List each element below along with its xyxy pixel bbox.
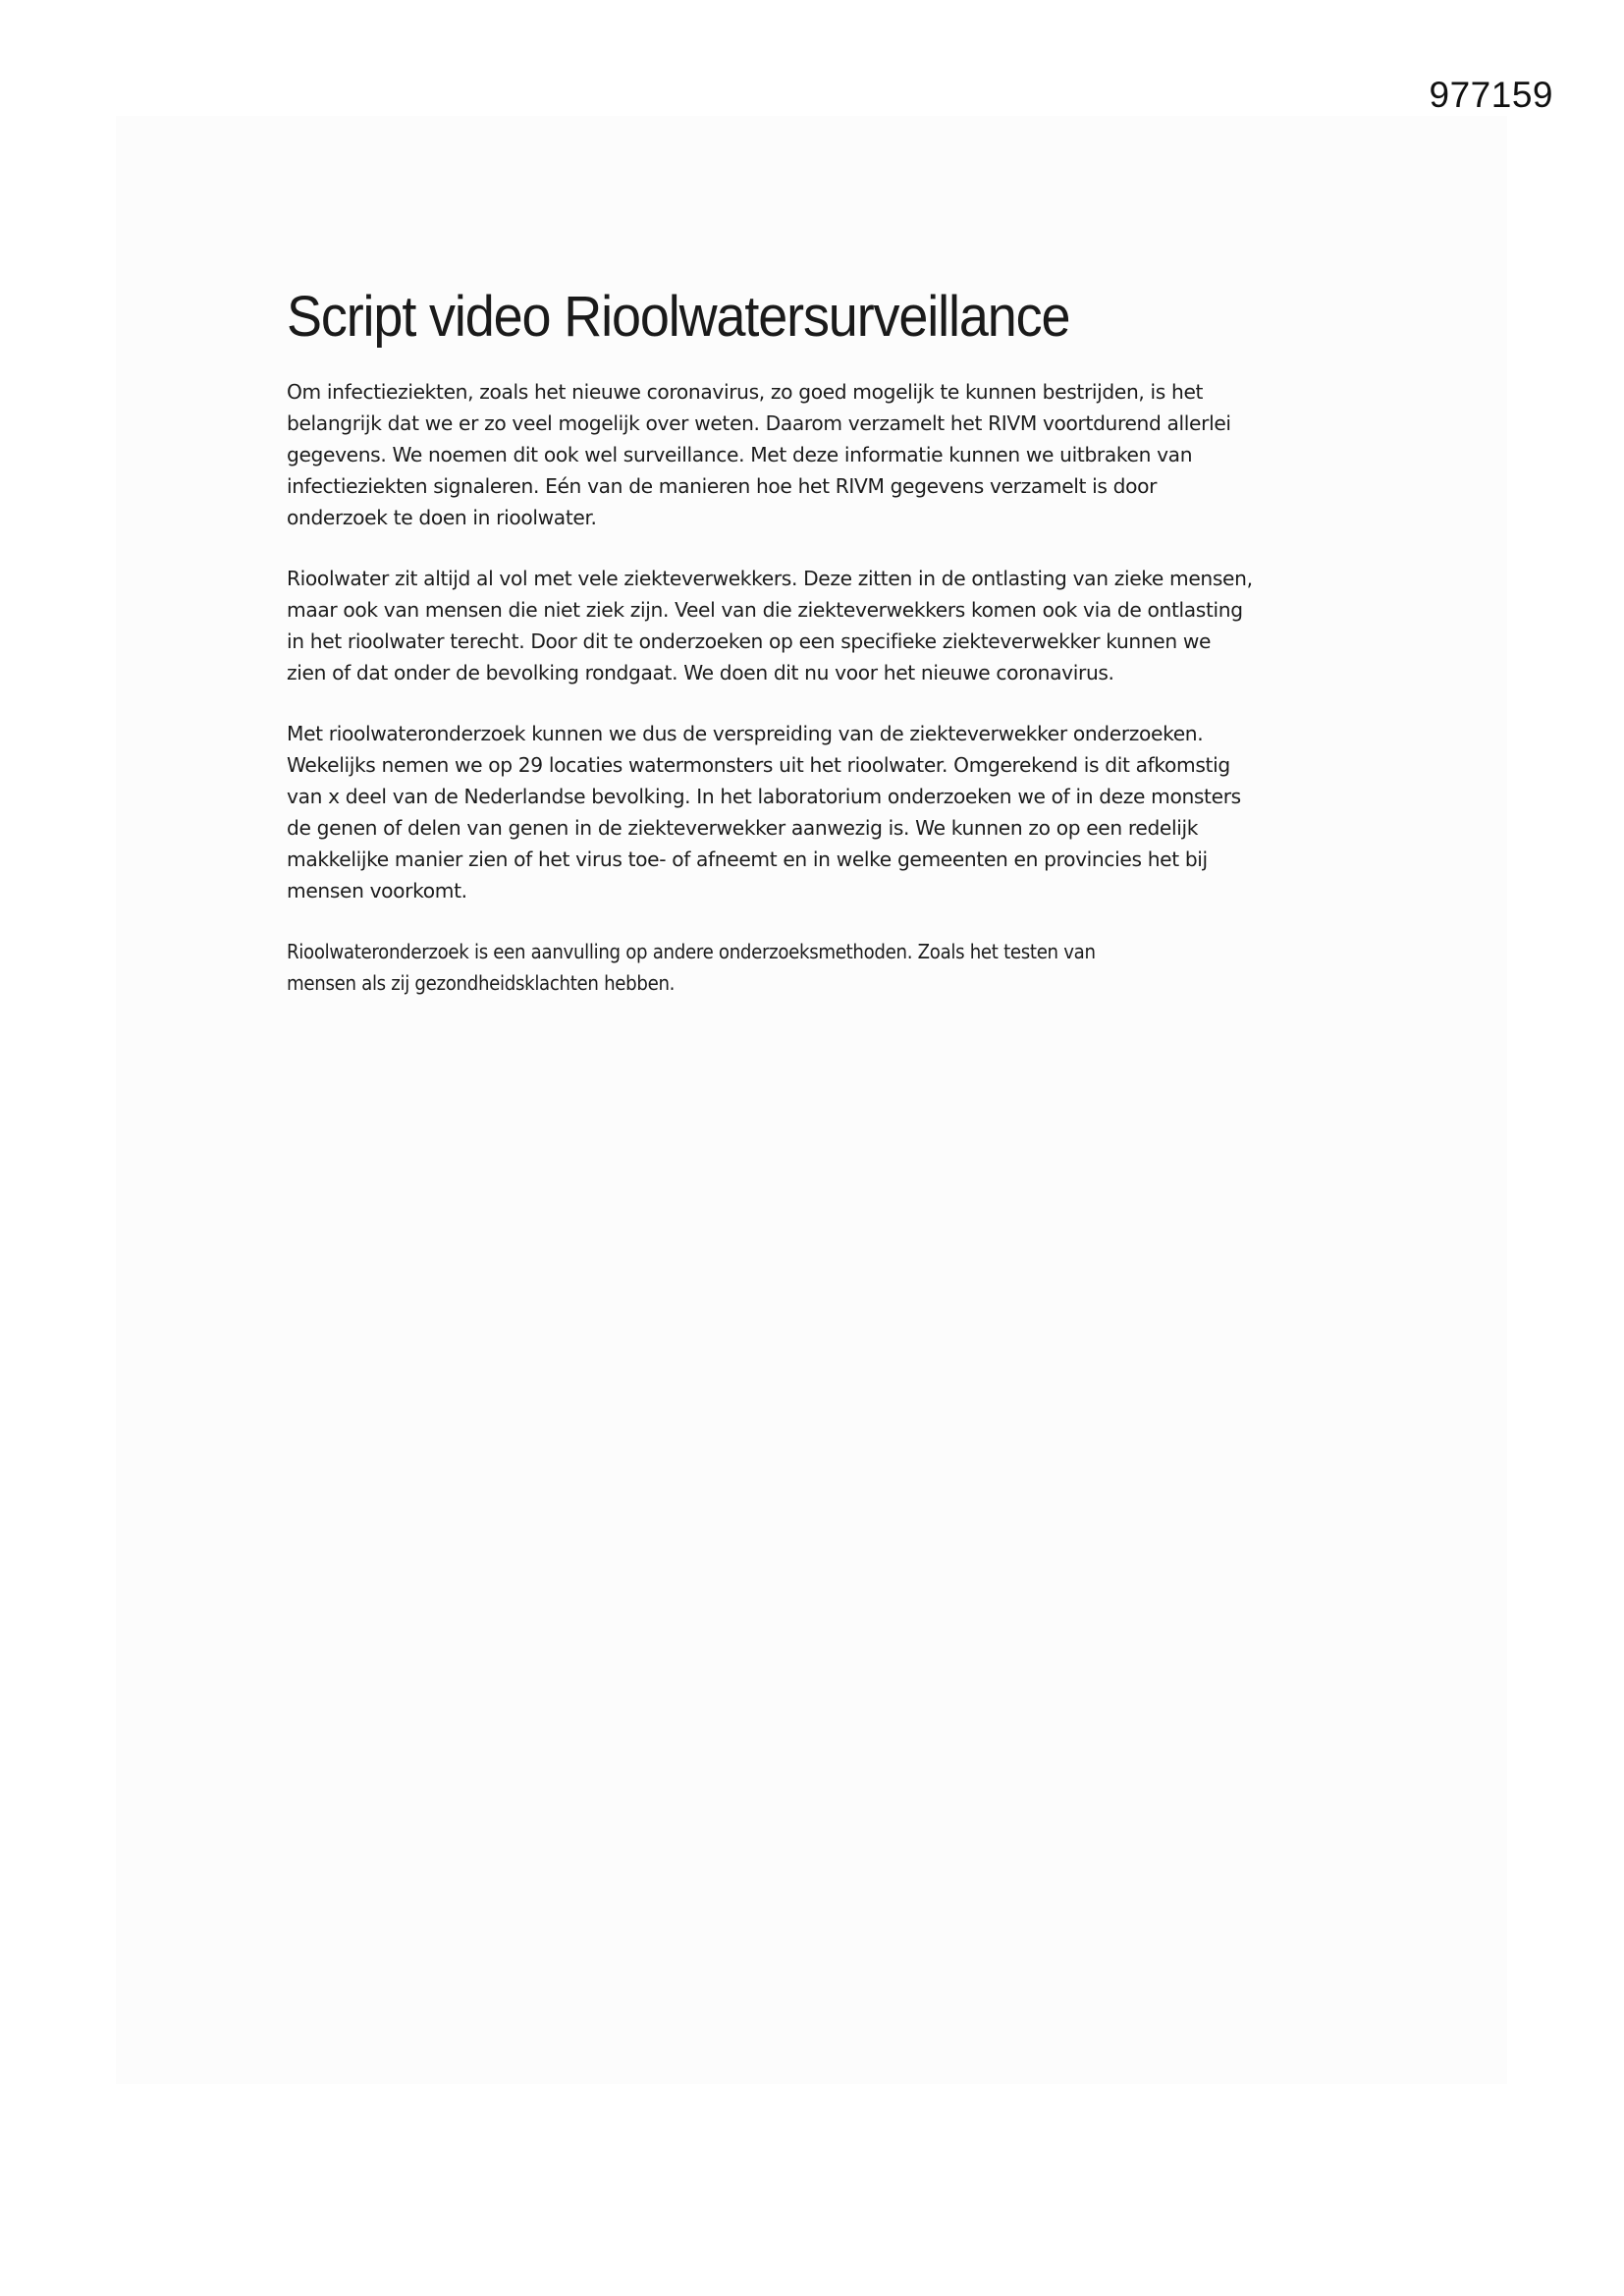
text-line: Rioolwateronderzoek is een aanvulling op andere onderzoeksmethoden. Zoals het testen van: [287, 939, 1096, 963]
text-line: mensen als zij gezondheidsklachten hebben.: [287, 970, 676, 995]
text-line: mensen voorkomt.: [287, 878, 467, 902]
text-line: infectieziekten signaleren. Eén van de manieren hoe het RIVM gegevens verzamelt is door: [287, 473, 1158, 498]
text-line: gegevens. We noemen dit ook wel surveillance. Met deze informatie kunnen we uitbraken van: [287, 442, 1193, 466]
paragraph-sampling-method: [287, 718, 1347, 906]
text-line: Om infectieziekten, zoals het nieuwe coronavirus, zo goed mogelijk te kunnen bestrijden, is het: [287, 379, 1204, 404]
text-line: zien of dat onder de bevolking rondgaat. We doen dit nu voor het nieuwe coronavirus.: [287, 660, 1114, 684]
document-id: 977159: [1429, 75, 1553, 115]
text-line: de genen of delen van genen in de ziekteverwekker aanwezig is. We kunnen zo op een redelijk: [287, 815, 1199, 840]
text-line: belangrijk dat we er zo veel mogelijk over weten. Daarom verzamelt het RIVM voortdurend allerlei: [287, 410, 1231, 435]
text-line: onderzoek te doen in rioolwater.: [287, 505, 597, 529]
text-line: van x deel van de Nederlandse bevolking. In het laboratorium onderzoeken we of in deze monsters: [287, 784, 1241, 808]
text-line: in het rioolwater terecht. Door dit te onderzoeken op een specifieke ziekteverwekker kunnen we: [287, 629, 1212, 653]
text-line: Rioolwater zit altijd al vol met vele ziekteverwekkers. Deze zitten in de ontlasting van zieke mensen,: [287, 566, 1253, 590]
text-line: makkelijke manier zien of het virus toe- of afneemt en in welke gemeenten en provincies het bij: [287, 847, 1208, 871]
text-line: Wekelijks nemen we op 29 locaties watermonsters uit het rioolwater. Omgerekend is dit afkomstig: [287, 752, 1230, 777]
document-content: [287, 285, 1347, 1028]
text-line: Met rioolwateronderzoek kunnen we dus de verspreiding van de ziekteverwekker onderzoeken.: [287, 721, 1204, 745]
paragraph-sewage-pathogens: [287, 563, 1347, 688]
document-title: Script video Rioolwatersurveillance: [287, 285, 1070, 349]
paragraph-complementary: [287, 936, 1347, 999]
paragraph-intro: [287, 376, 1347, 533]
text-line: maar ook van mensen die niet ziek zijn. Veel van die ziekteverwekkers komen ook via de ontlasting: [287, 597, 1243, 622]
